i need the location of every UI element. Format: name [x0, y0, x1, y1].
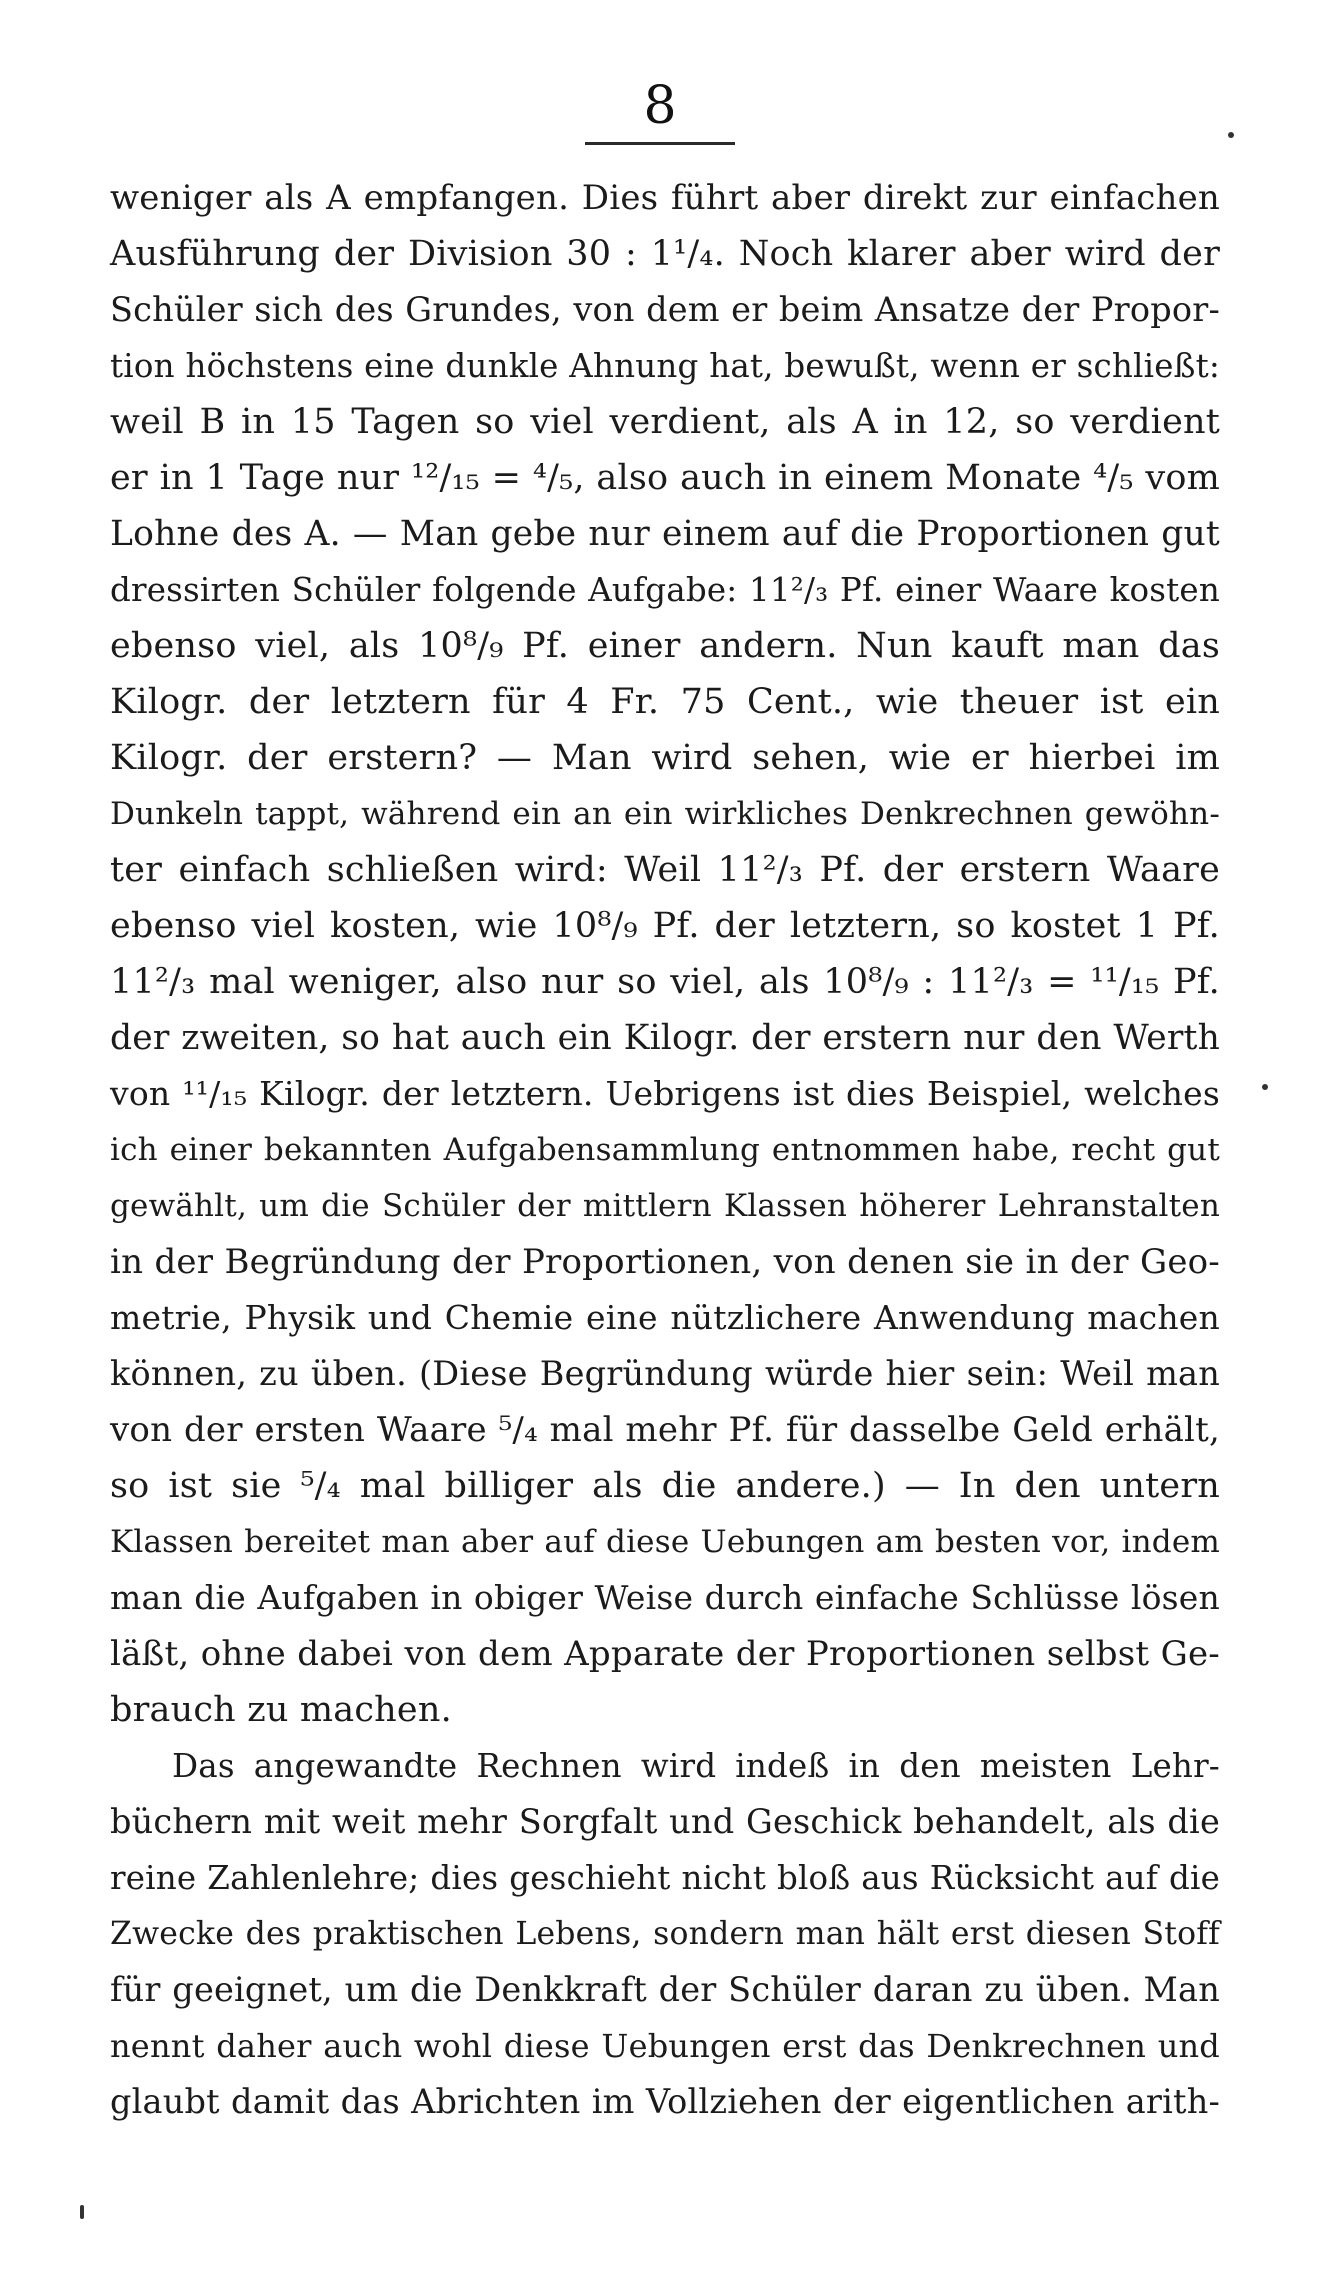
text-line: von der ersten Waare ⁵/₄ mal mehr Pf. für dasselbe Geld erhält,	[110, 1410, 1220, 1450]
text-line: dressirten Schüler folgende Aufgabe: 11²/₃ Pf. einer Waare kosten	[110, 571, 1220, 609]
text-line: Kilogr. der erstern? — Man wird sehen, wie er hierbei im	[110, 738, 1220, 778]
text-line: brauch zu machen.	[110, 1690, 452, 1730]
text-line: ebenso viel kosten, wie 10⁸/₉ Pf. der letztern, so kostet 1 Pf.	[110, 906, 1220, 946]
text-line: nennt daher auch wohl diese Uebungen erst das Denkrechnen und	[110, 2027, 1220, 2065]
text-line: tion höchstens eine dunkle Ahnung hat, bewußt, wenn er schließt:	[110, 347, 1220, 385]
text-line: büchern mit weit mehr Sorgfalt und Geschick behandelt, als die	[110, 1802, 1220, 1841]
body-text	[110, 170, 1220, 2130]
text-line: in der Begründung der Proportionen, von denen sie in der Geo-	[110, 1242, 1220, 1282]
text-line: er in 1 Tage nur ¹²/₁₅ = ⁴/₅, also auch in einem Monate ⁴/₅ vom	[110, 458, 1220, 498]
text-line: so ist sie ⁵/₄ mal billiger als die andere.) — In den untern	[110, 1466, 1220, 1506]
text-line: der zweiten, so hat auch ein Kilogr. der erstern nur den Werth	[110, 1018, 1220, 1058]
text-line: Klassen bereitet man aber auf diese Uebungen am besten vor, indem	[110, 1524, 1220, 1560]
text-line: für geeignet, um die Denkkraft der Schüler daran zu üben. Man	[110, 1970, 1220, 2009]
text-line: können, zu üben. (Diese Begründung würde hier sein: Weil man	[110, 1354, 1220, 1393]
text-line: ter einfach schließen wird: Weil 11²/₃ Pf. der erstern Waare	[110, 850, 1220, 890]
page-number: 8	[643, 76, 677, 136]
text-line: weil B in 15 Tagen so viel verdient, als A in 12, so verdient	[110, 402, 1220, 442]
print-speck	[80, 2205, 84, 2219]
text-line: ebenso viel, als 10⁸/₉ Pf. einer andern. Nun kauft man das	[110, 626, 1220, 666]
text-line: Zwecke des praktischen Lebens, sondern man hält erst diesen Stoff	[110, 1916, 1220, 1952]
page-number-rule	[585, 142, 735, 145]
text-line: Kilogr. der letztern für 4 Fr. 75 Cent., wie theuer ist ein	[110, 682, 1220, 722]
text-line: Lohne des A. — Man gebe nur einem auf die Proportionen gut	[110, 514, 1220, 554]
text-line: Schüler sich des Grundes, von dem er beim Ansatze der Propor-	[110, 290, 1220, 329]
text-line: man die Aufgaben in obiger Weise durch einfache Schlüsse lösen	[110, 1578, 1220, 1617]
text-line: ich einer bekannten Aufgabensammlung entnommen habe, recht gut	[110, 1132, 1220, 1168]
text-line: weniger als A empfangen. Dies führt aber direkt zur einfachen	[110, 178, 1220, 218]
text-line: läßt, ohne dabei von dem Apparate der Proportionen selbst Ge-	[110, 1634, 1220, 1674]
text-line: glaubt damit das Abrichten im Vollziehen der eigentlichen arith-	[110, 2082, 1220, 2121]
paragraph-1	[110, 170, 1220, 1738]
print-speck	[1228, 132, 1234, 138]
paragraph-2	[110, 1738, 1220, 2130]
text-line: metrie, Physik und Chemie eine nützlichere Anwendung machen	[110, 1298, 1220, 1337]
text-line: Ausführung der Division 30 : 1¹/₄. Noch klarer aber wird der	[110, 234, 1220, 274]
text-line: Das angewandte Rechnen wird indeß in den meisten Lehr-	[172, 1747, 1220, 1785]
text-line: von ¹¹/₁₅ Kilogr. der letztern. Uebrigens ist dies Beispiel, welches	[110, 1074, 1220, 1113]
text-line: reine Zahlenlehre; dies geschieht nicht bloß aus Rücksicht auf die	[110, 1859, 1220, 1897]
text-line: Dunkeln tappt, während ein an ein wirkliches Denkrechnen gewöhn-	[110, 796, 1220, 832]
print-speck	[1262, 1084, 1268, 1090]
text-line: gewählt, um die Schüler der mittlern Klassen höherer Lehranstalten	[110, 1188, 1220, 1224]
text-line: 11²/₃ mal weniger, also nur so viel, als 10⁸/₉ : 11²/₃ = ¹¹/₁₅ Pf.	[110, 962, 1220, 1002]
